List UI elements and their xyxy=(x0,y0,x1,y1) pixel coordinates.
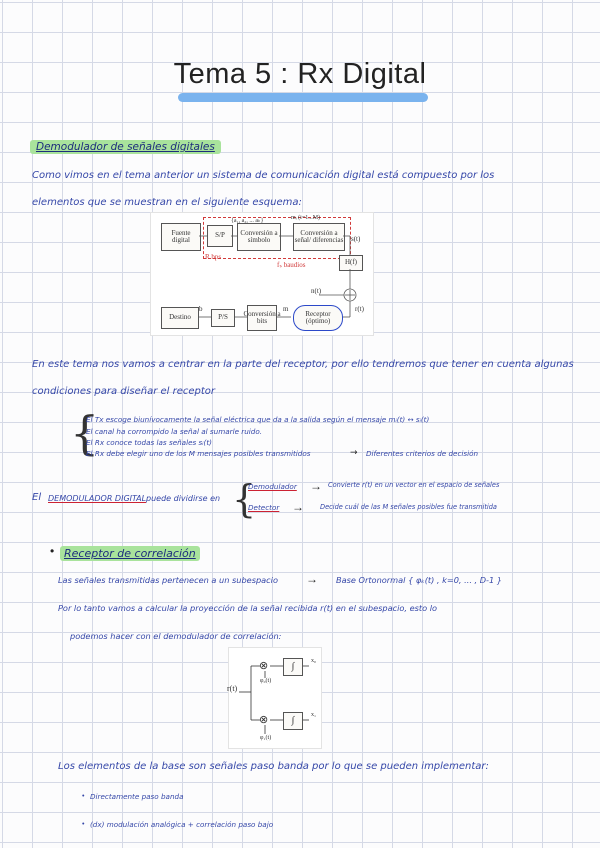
receiver-intro-line-1: En este tema nos vamos a centrar en la parte del receptor, por ello tendremos que tener en cuenta algunas xyxy=(32,359,574,370)
option-2-bullet: • xyxy=(82,819,85,828)
label-rt: r(t) xyxy=(355,305,364,313)
label-m: m xyxy=(283,305,289,313)
option-2: (dx) modulación analógica + correlación paso bajo xyxy=(90,820,274,829)
destino-block: Destino xyxy=(161,307,199,329)
intro-line-2: elementos que se muestran en el siguiente esquema: xyxy=(32,197,302,208)
demod-brace: { xyxy=(232,477,257,521)
section-heading-demodulador: Demodulador de señales digitales xyxy=(30,140,221,154)
basis-implementation-line: Los elementos de la base son señales paso banda por lo que se pueden implementar: xyxy=(58,761,489,772)
conversion-bits-block: Conversión a bits xyxy=(247,305,277,331)
label-b: b xyxy=(199,305,203,313)
conversion-simbolo-block: Conversión a símbolo xyxy=(237,223,281,251)
demodulador-desc: Convierte r(t) en un vector en el espacio de señales xyxy=(328,481,500,489)
label-rbps: R bps xyxy=(205,253,222,261)
rt-input-label: r(t) xyxy=(227,684,238,693)
detector-arrow: → xyxy=(292,500,304,514)
receptor-optimo-block: Receptor (óptimo) xyxy=(293,305,343,331)
multiplier-1-icon: ⊗ xyxy=(259,714,269,726)
conversion-senales-block: Conversión a señal/ diferencias xyxy=(293,223,345,251)
section-heading-correlacion: Receptor de correlación xyxy=(60,546,200,561)
condition-3: El Rx conoce todas las señales sᵢ(t) xyxy=(86,438,212,447)
phi0-label: φ₀(t) xyxy=(260,678,272,684)
ps-block: P/S xyxy=(211,309,235,327)
multiplier-0-icon: ⊗ xyxy=(259,660,269,672)
condition-4-tail: Diferentes criterios de decisión xyxy=(366,449,479,458)
label-bauds: fₛ baudios xyxy=(277,261,306,269)
label-st: s(t) xyxy=(351,235,361,243)
option-1: Directamente paso banda xyxy=(90,792,184,801)
communication-system-diagram xyxy=(150,212,374,336)
integrator-0-block: ∫ xyxy=(283,658,303,676)
detector-desc: Decide cuál de las M señales posibles fue transmitida xyxy=(320,503,497,511)
correlator-connections xyxy=(229,648,321,748)
correlation-demodulator-diagram xyxy=(228,647,322,749)
correlation-line-3: podemos hacer con el demodulador de correlación: xyxy=(70,631,282,641)
label-mi: mᵢ (i=1...M) xyxy=(291,215,321,221)
output-0-label: x₀ xyxy=(311,658,317,664)
correlation-line-1: Las señales transmitidas pertenecen a un subespacio xyxy=(58,575,278,585)
fuente-digital-block: Fuente digital xyxy=(161,223,201,251)
demodulador-item: Demodulador xyxy=(248,482,297,491)
label-nt: n(t) xyxy=(311,287,322,295)
detector-item: Detector xyxy=(248,503,280,512)
sp-block: S/P xyxy=(207,225,233,247)
condition-4-arrow: → xyxy=(350,448,358,458)
condition-4: El Rx debe elegir uno de los M mensajes posibles transmitidos xyxy=(86,449,311,458)
correlation-line-1-tail: Base Ortonormal { φₖ(t) , k=0, ... , D-1 } xyxy=(336,575,503,585)
receiver-intro-line-2: condiciones para diseñar el receptor xyxy=(32,386,216,397)
output-1-label: x₁ xyxy=(311,712,317,718)
condition-2: El canal ha corrompido la señal al sumarle ruido. xyxy=(86,427,263,436)
conditions-brace: { xyxy=(70,406,100,460)
label-ai: {a₁, a₂, ... aₖ} xyxy=(231,218,264,224)
title-highlight xyxy=(178,93,428,102)
demod-lead-pre: El xyxy=(32,492,42,503)
intro-line-1: Como vimos en el tema anterior un sistema de comunicación digital está compuesto por los xyxy=(32,170,495,181)
demod-lead-key: DEMODULADOR DIGITAL xyxy=(48,494,147,503)
phi1-label: φ₁(t) xyxy=(260,735,272,741)
demodulador-arrow: → xyxy=(310,479,322,493)
condition-1: El Tx escoge biunívocamente la señal eléctrica que da a la salida según el mensaje mᵢ(t) ↔ sᵢ(t) xyxy=(86,415,430,424)
integrator-1-block: ∫ xyxy=(283,712,303,730)
page-title: Tema 5 : Rx Digital xyxy=(173,58,427,90)
channel-h-block: H(f) xyxy=(339,255,363,271)
correlation-line-1-arrow: → xyxy=(306,572,318,586)
correlation-bullet: • xyxy=(50,544,55,558)
option-1-bullet: • xyxy=(82,791,85,800)
correlation-line-2: Por lo tanto vamos a calcular la proyección de la señal recibida r(t) en el subespacio, esto lo xyxy=(58,603,438,613)
demod-lead-post: puede dividirse en xyxy=(146,494,221,503)
